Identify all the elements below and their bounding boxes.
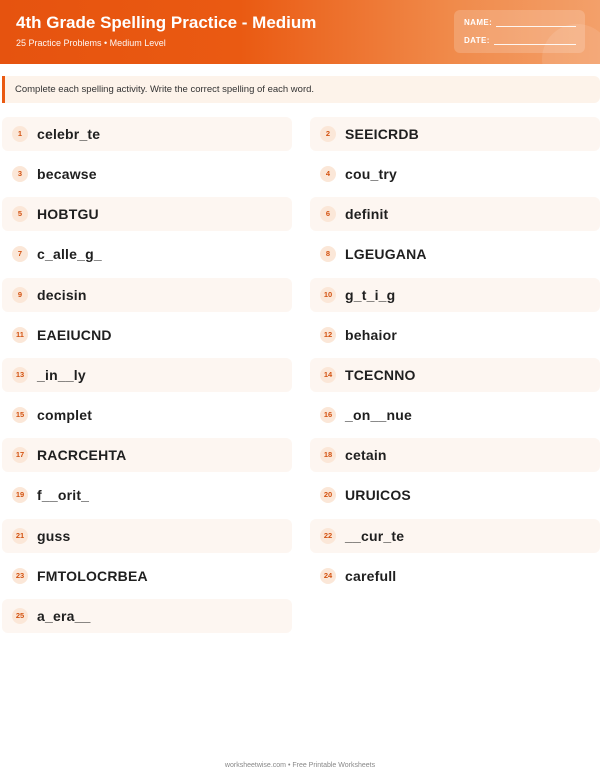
problem-word: SEEICRDB: [345, 126, 419, 142]
problem-item: [2, 278, 292, 312]
problem-number: 21: [12, 528, 28, 544]
problem-item: [2, 599, 292, 633]
problem-number: 17: [12, 447, 28, 463]
problem-word: c_alle_g_: [37, 246, 102, 262]
problem-number: 12: [320, 327, 336, 343]
instructions-banner: [2, 76, 600, 103]
problem-item: [310, 398, 600, 432]
problem-item: [310, 318, 600, 352]
problem-word: celebr_te: [37, 126, 101, 142]
problem-word: guss: [37, 528, 71, 544]
problem-word: cou_try: [345, 166, 397, 182]
problem-word: _in__ly: [37, 367, 86, 383]
date-field-line[interactable]: [494, 37, 576, 45]
problem-number: 16: [320, 407, 336, 423]
problem-word: EAEIUCND: [37, 327, 112, 343]
problem-number: 23: [12, 568, 28, 584]
problem-word: a_era__: [37, 608, 91, 624]
problem-word: FMTOLOCRBEA: [37, 568, 148, 584]
problem-item: [310, 117, 600, 151]
problem-word: decisin: [37, 287, 87, 303]
problem-item: [310, 197, 600, 231]
problem-number: 14: [320, 367, 336, 383]
footer-text: worksheetwise.com • Free Printable Worksheets: [224, 762, 376, 769]
problem-number: 19: [12, 487, 28, 503]
problem-word: becawse: [37, 166, 97, 182]
problem-number: 10: [320, 287, 336, 303]
problem-word: definit: [345, 206, 389, 222]
problem-number: 11: [12, 327, 28, 343]
problem-word: URUICOS: [345, 487, 411, 503]
problem-number: 15: [12, 407, 28, 423]
problem-word: g_t_i_g: [345, 287, 396, 303]
problem-word: TCECNNO: [345, 367, 416, 383]
problem-item: [310, 519, 600, 553]
page-title: 4th Grade Spelling Practice - Medium: [16, 13, 317, 32]
problem-word: f__orit_: [37, 487, 90, 503]
problem-number: 2: [320, 126, 336, 142]
problem-item: [2, 358, 292, 392]
problem-number: 8: [320, 246, 336, 262]
problem-item: [310, 278, 600, 312]
problem-word: complet: [37, 407, 93, 423]
problem-number: 4: [320, 166, 336, 182]
problem-item: [2, 478, 292, 512]
page-subtitle: 25 Practice Problems • Medium Level: [16, 38, 166, 48]
problem-item: [2, 237, 292, 271]
problem-word: RACRCEHTA: [37, 447, 127, 463]
worksheet-header: [0, 0, 600, 64]
problem-item: [310, 559, 600, 593]
problem-number: 13: [12, 367, 28, 383]
problem-number: 1: [12, 126, 28, 142]
problem-item: [2, 559, 292, 593]
problem-number: 5: [12, 206, 28, 222]
problem-word: carefull: [345, 568, 397, 584]
date-row: [464, 36, 576, 45]
problem-item: [2, 117, 292, 151]
problem-number: 22: [320, 528, 336, 544]
problem-item: [310, 237, 600, 271]
problem-number: 6: [320, 206, 336, 222]
name-field-line[interactable]: [496, 19, 576, 27]
problem-item: [310, 438, 600, 472]
problem-item: [2, 438, 292, 472]
problem-number: 20: [320, 487, 336, 503]
problem-item: [2, 157, 292, 191]
problem-number: 7: [12, 246, 28, 262]
problem-word: HOBTGU: [37, 206, 99, 222]
problem-word: LGEUGANA: [345, 246, 427, 262]
problem-item: [2, 197, 292, 231]
problem-word: cetain: [345, 447, 387, 463]
problem-word: _on__nue: [345, 407, 412, 423]
name-date-box: [454, 10, 585, 53]
problem-word: behaior: [345, 327, 397, 343]
date-label: DATE:: [464, 36, 490, 45]
problem-word: __cur_te: [345, 528, 405, 544]
problem-item: [310, 157, 600, 191]
problem-number: 25: [12, 608, 28, 624]
problem-item: [2, 398, 292, 432]
problem-number: 3: [12, 166, 28, 182]
problem-item: [2, 318, 292, 352]
problem-number: 9: [12, 287, 28, 303]
problem-number: 18: [320, 447, 336, 463]
problem-item: [2, 519, 292, 553]
name-label: NAME:: [464, 18, 493, 27]
problem-item: [310, 358, 600, 392]
instructions-text: Complete each spelling activity. Write the correct spelling of each word.: [15, 84, 315, 95]
problem-item: [310, 478, 600, 512]
name-row: [464, 18, 576, 27]
problem-number: 24: [320, 568, 336, 584]
